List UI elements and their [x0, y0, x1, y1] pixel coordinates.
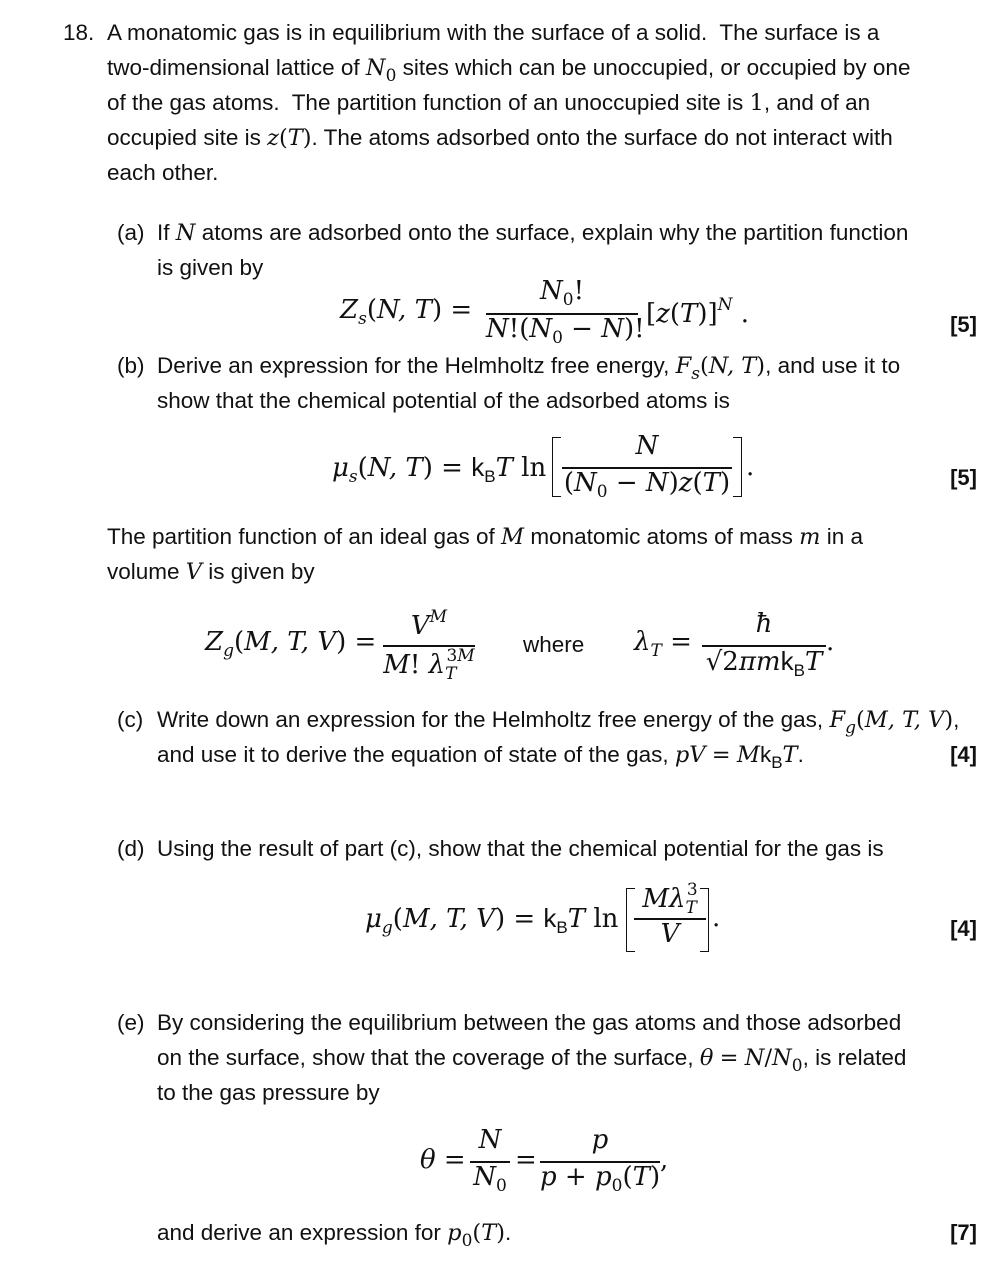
question-number: 18. [63, 20, 95, 45]
part-c-label: (c) [117, 707, 144, 732]
part-c-line-2: and use it to derive the equation of state of the gas, pV = $Mk_BT$. [157, 742, 804, 772]
part-d-line-1: Using the result of part (c), show that the chemical potential for the gas is [157, 836, 884, 861]
part-e-line-1: By considering the equilibrium between the gas atoms and those adsorbed [157, 1010, 902, 1035]
part-b-line-1: Derive an expression for the Helmholtz free energy, $F_s(N$, T), and use it to [157, 353, 901, 384]
intro-line-1: A monatomic gas is in equilibrium with the surface of a solid. The surface is a [107, 20, 880, 45]
part-b-line-2: show that the chemical potential of the adsorbed atoms is [157, 388, 730, 413]
part-b-marks: [5] [950, 465, 977, 490]
part-e-label: (e) [117, 1010, 145, 1035]
where-word: where [523, 632, 585, 657]
part-a-line-1: If N atoms are adsorbed onto the surface, explain why the partition function [157, 220, 909, 246]
intro-line-2: two-dimensional lattice of $N_0$ sites which can be unoccupied, or occupied by one [107, 55, 911, 86]
part-a-marks: [5] [950, 312, 977, 337]
part-e-line-3: to the gas pressure by [157, 1080, 380, 1105]
part-d-marks: [4] [950, 916, 977, 941]
gas-line-1: The partition function of an ideal gas of M monatomic atoms of mass m in a [107, 524, 864, 550]
part-e-marks: [7] [950, 1220, 977, 1245]
part-b-label: (b) [117, 353, 145, 378]
part-a-line-2: is given by [157, 255, 264, 280]
part-a-label: (a) [117, 220, 145, 245]
intro-line-5: each other. [107, 160, 219, 185]
part-c-line-1: Write down an expression for the Helmholtz free energy of the gas, $F_g(M$, T, V), [157, 707, 960, 738]
intro-line-4: occupied site is z(T). The atoms adsorbed onto the surface do not interact with [107, 125, 893, 151]
intro-line-3: of the gas atoms. The partition function of an unoccupied site is 1, and of an [107, 90, 871, 116]
part-d-label: (d) [117, 836, 145, 861]
gas-line-2: volume V is given by [107, 559, 315, 585]
part-c-marks: [4] [950, 742, 977, 767]
part-e-final-line: and derive an expression for $p_0(T)$. [157, 1220, 512, 1251]
part-e-line-2: on the surface, show that the coverage of the surface, $\theta = N/N_0$, is related [157, 1045, 907, 1076]
